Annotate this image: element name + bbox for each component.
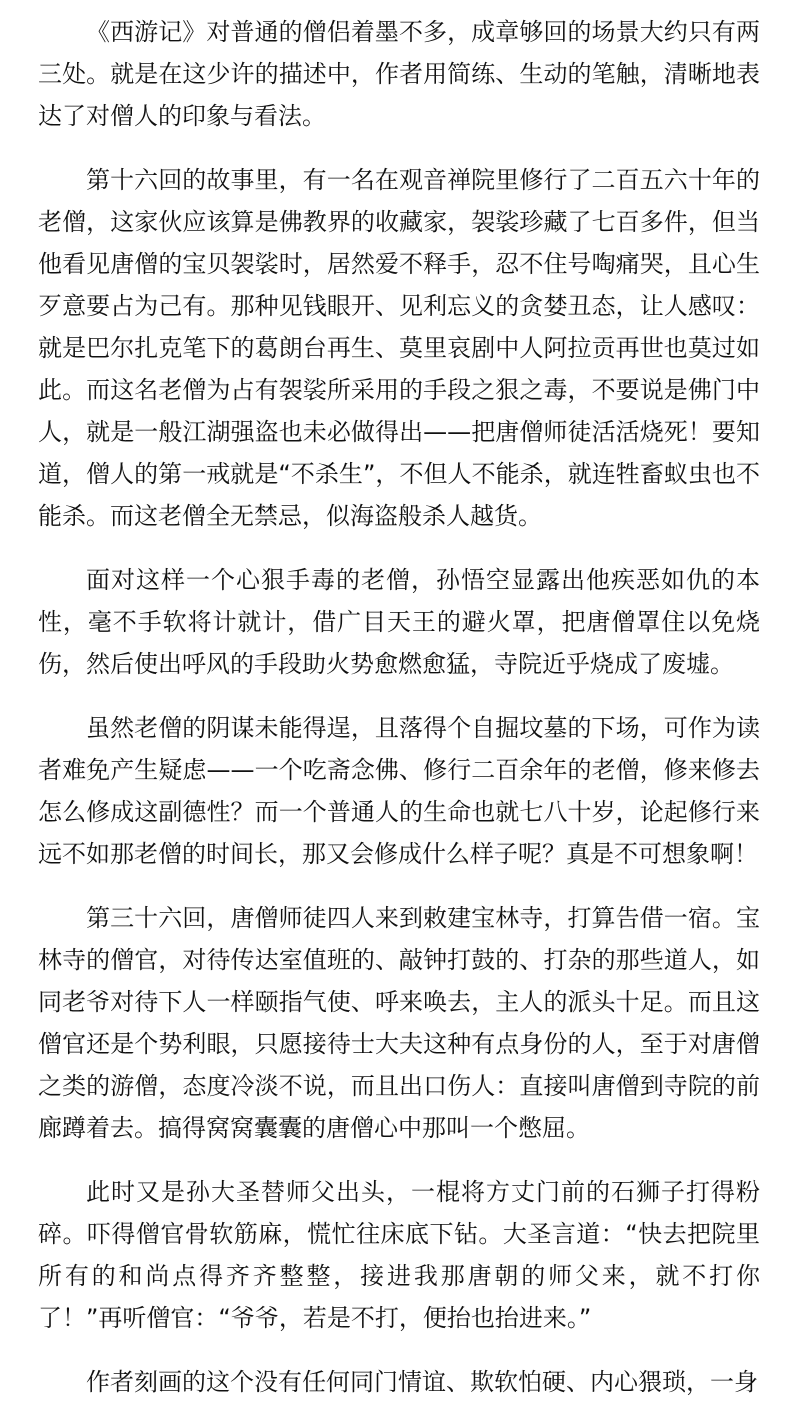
paragraph-intro: 《西游记》对普通的僧侣着墨不多，成章够回的场景大约只有两三处。就是在这少许的描述中，作者用简练、生动的笔触，清晰地表达了对僧人的印象与看法。 (38, 18, 760, 130)
paragraph-chapter-36: 第三十六回，唐僧师徒四人来到敕建宝林寺，打算告借一宿。宝林寺的僧官，对待传达室值班的、敲钟打鼓的、打杂的那些道人，如同老爷对待下人一样颐指气使、呼来唤去，主人的派头十足。而且这僧官还是个势利眼，只愿接待士大夫这种有点身份的人，至于对唐僧之类的游僧，态度冷淡不说，而且出口伤人：直接叫唐僧到寺院的前廊蹲着去。搞得窝窝囊囊的唐僧心中那叫一个憋屈。 (38, 904, 760, 1142)
paragraph-monkey-response: 面对这样一个心狠手毒的老僧，孙悟空显露出他疾恶如仇的本性，毫不手软将计就计，借广目天王的避火罩，把唐僧罩住以免烧伤，然后使出呼风的手段助火势愈燃愈猛，寺院近乎烧成了废墟。 (38, 566, 760, 678)
paragraph-reader-doubt: 虽然老僧的阴谋未能得逞，且落得个自掘坟墓的下场，可作为读者难免产生疑虑——一个吃斋念佛、修行二百余年的老僧，修来修去怎么修成这副德性？而一个普通人的生命也就七八十岁，论起修行来远不如那老僧的时间长，那又会修成什么样子呢？真是不可想象啊！ (38, 714, 760, 868)
article-body (38, 11, 760, 1425)
paragraph-chapter-16: 第十六回的故事里，有一名在观音禅院里修行了二百五六十年的老僧，这家伙应该算是佛教界的收藏家，袈裟珍藏了七百多件，但当他看见唐僧的宝贝袈裟时，居然爱不释手，忍不住号啕痛哭，且心生歹意要占为己有。那种见钱眼开、见利忘义的贪婪丑态，让人感叹：就是巴尔扎克笔下的葛朗台再生、莫里哀剧中人阿拉贡再世也莫过如此。而这名老僧为占有袈裟所采用的手段之狠之毒，不要说是佛门中人，就是一般江湖强盗也未必做得出——把唐僧师徒活活烧死！要知道，僧人的第一戒就是“不杀生”，不但人不能杀，就连牲畜蚁虫也不能杀。而这老僧全无禁忌，似海盗般杀人越货。 (38, 166, 760, 530)
paragraph-great-sage: 此时又是孙大圣替师父出头，一棍将方丈门前的石狮子打得粉碎。吓得僧官骨软筋麻，慌忙往床底下钻。大圣言道：“快去把院里所有的和尚点得齐齐整整，接进我那唐朝的师父来，就不打你了！”再听僧官：“爷爷，若是不打，便抬也抬进来。” (38, 1178, 760, 1332)
paragraph-cutoff: 作者刻画的这个没有任何同门情谊、欺软怕硬、内心猥琐，一身 (86, 1368, 758, 1396)
